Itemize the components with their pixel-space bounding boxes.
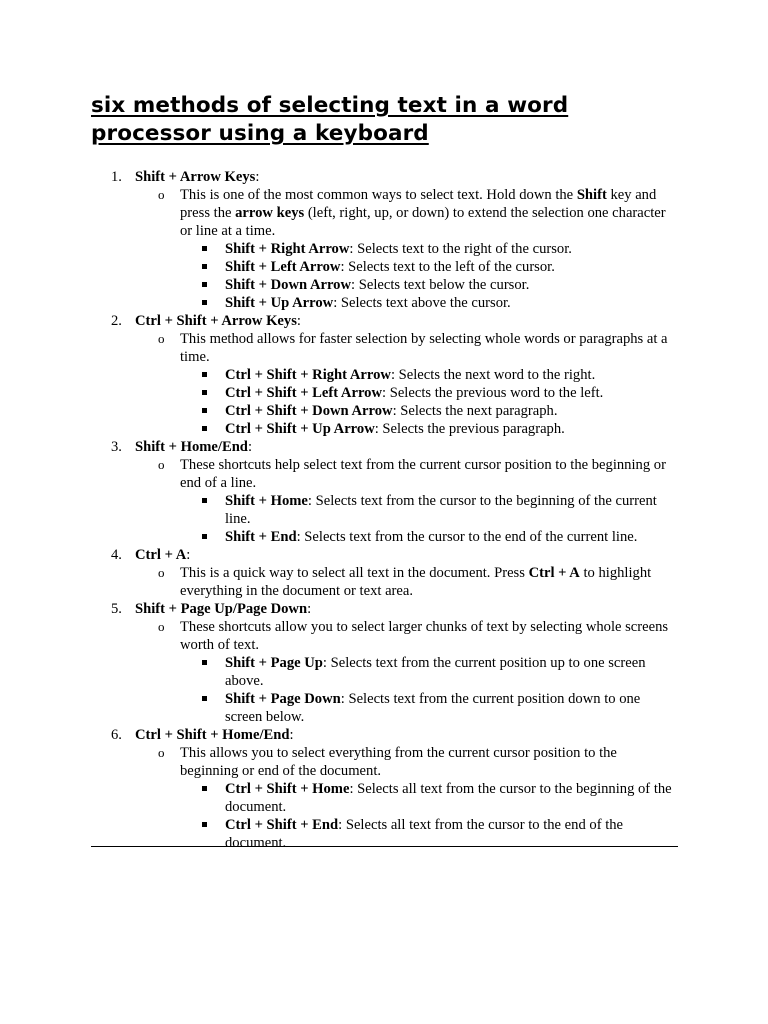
method-description-list — [135, 456, 678, 546]
circle-bullet-icon: o — [158, 745, 165, 760]
method-description: o This is one of the most common ways to select text. Hold down the Shift key and press the arrow keys (left, right, up, or down) to extend the selection one character or line at a time. Shift + Right Arrow: Selects text to the right of the cursor. Shift + Left Arrow: Selects text to the left of the cursor. Shift + Down Arrow: Selects text below the cursor. Shift + Up Arrow: Selects text above the cursor. — [135, 186, 678, 312]
method-heading: Ctrl + A: — [135, 547, 191, 563]
shortcut-item — [180, 528, 678, 546]
method-label: Ctrl + Shift + Home/End — [135, 727, 290, 743]
method-label: Shift + Arrow Keys — [135, 169, 256, 185]
shortcut-item — [180, 780, 678, 816]
square-bullet-icon — [202, 300, 207, 305]
shortcut-key: Shift + End — [225, 529, 297, 545]
shortcut-description: : Selects text from the cursor to the beginning of the current line. — [225, 493, 657, 527]
emphasis-key: Shift — [576, 187, 607, 203]
method-number: 3. — [111, 439, 122, 455]
method-item — [91, 168, 678, 312]
shortcut-key: Ctrl + Shift + Left Arrow — [225, 385, 383, 401]
square-bullet-icon — [202, 390, 207, 395]
method-description-list — [135, 744, 678, 852]
square-bullet-icon — [202, 696, 207, 701]
method-item — [91, 312, 678, 438]
circle-bullet-icon: o — [158, 187, 165, 202]
shortcut-key: Shift + Up Arrow — [225, 295, 334, 311]
shortcut-description: : Selects text from the current position up to one screen above. — [225, 655, 646, 689]
shortcut-key: Shift + Right Arrow — [225, 241, 350, 257]
shortcut-description: : Selects the next word to the right. — [390, 367, 596, 383]
shortcut-description: : Selects text below the cursor. — [351, 277, 530, 293]
shortcut-key: Shift + Page Down — [225, 691, 341, 707]
square-bullet-icon — [202, 498, 207, 503]
square-bullet-icon — [202, 660, 207, 665]
shortcut-key: Shift + Down Arrow — [225, 277, 352, 293]
method-heading: Ctrl + Shift + Arrow Keys: — [135, 313, 301, 329]
method-number: 4. — [111, 547, 122, 563]
method-label: Shift + Page Up/Page Down — [135, 601, 308, 617]
shortcut-item — [180, 384, 678, 402]
circle-bullet-icon: o — [158, 619, 165, 634]
shortcut-description: : Selects text to the right of the cursor. — [349, 241, 572, 257]
method-description-list — [135, 564, 678, 600]
shortcut-list — [180, 654, 678, 726]
shortcut-item — [180, 294, 678, 312]
shortcut-description: : Selects all text from the cursor to the beginning of the document. — [225, 781, 672, 815]
shortcut-key: Ctrl + Shift + End — [225, 817, 339, 833]
shortcut-key: Ctrl + Shift + Right Arrow — [225, 367, 391, 383]
shortcut-list — [180, 780, 678, 852]
shortcut-key: Shift + Page Up — [225, 655, 323, 671]
method-description: o This is a quick way to select all text in the document. Press Ctrl + A to highlight everything in the document or text area. — [158, 565, 652, 599]
method-heading: Ctrl + Shift + Home/End: — [135, 727, 294, 743]
method-description: o These shortcuts allow you to select larger chunks of text by selecting whole screens worth of text. Shift + Page Up: Selects text from the current position up to one screen above. Shift + Page Down: Selects text from the current position down to one screen below. — [135, 618, 678, 726]
method-label: Shift + Home/End — [135, 439, 248, 455]
shortcut-description: : Selects text from the cursor to the end of the current line. — [296, 529, 638, 545]
method-description-list — [135, 186, 678, 312]
shortcut-list — [180, 240, 678, 312]
method-item — [91, 600, 678, 726]
bottom-rule — [91, 846, 678, 847]
square-bullet-icon — [202, 822, 207, 827]
method-heading: Shift + Home/End: — [135, 439, 252, 455]
method-description: o This allows you to select everything from the current cursor position to the beginning or end of the document. Ctrl + Shift + Home: Selects all text from the cursor to the beginning of the document. Ctrl + Shift + End: Selects all text from the cursor to the end of the document. — [135, 744, 678, 852]
shortcut-key: Ctrl + Shift + Up Arrow — [225, 421, 375, 437]
method-label: Ctrl + A — [135, 547, 187, 563]
shortcut-description: : Selects the next paragraph. — [392, 403, 558, 419]
shortcut-item — [180, 258, 678, 276]
method-heading: Shift + Arrow Keys: — [135, 169, 260, 185]
shortcut-key: Shift + Left Arrow — [225, 259, 341, 275]
method-description-list — [135, 618, 678, 726]
circle-bullet-icon: o — [158, 457, 165, 472]
method-number: 2. — [111, 313, 122, 329]
square-bullet-icon — [202, 246, 207, 251]
shortcut-description: : Selects text above the cursor. — [333, 295, 511, 311]
shortcut-description: : Selects the previous paragraph. — [374, 421, 565, 437]
emphasis-key: arrow keys — [235, 205, 305, 221]
method-number: 6. — [111, 727, 122, 743]
method-label: Ctrl + Shift + Arrow Keys — [135, 313, 297, 329]
method-number: 5. — [111, 601, 122, 617]
shortcut-key: Shift + Home — [225, 493, 308, 509]
method-item — [91, 438, 678, 546]
shortcut-description: : Selects text to the left of the cursor. — [340, 259, 555, 275]
method-number: 1. — [111, 169, 122, 185]
method-item — [91, 726, 678, 852]
method-description: o This method allows for faster selection by selecting whole words or paragraphs at a time. Ctrl + Shift + Right Arrow: Selects the next word to the right. Ctrl + Shift + Left Arrow: Selects the previous word to the left. Ctrl + Shift + Down Arrow: Selects the next paragraph. Ctrl + Shift + Up Arrow: Selects the previous paragraph. — [135, 330, 678, 438]
circle-bullet-icon: o — [158, 331, 165, 346]
shortcut-item — [180, 276, 678, 294]
shortcut-item — [180, 420, 678, 438]
shortcut-key: Ctrl + Shift + Home — [225, 781, 350, 797]
method-description-list — [135, 330, 678, 438]
shortcut-description: : Selects the previous word to the left. — [382, 385, 604, 401]
square-bullet-icon — [202, 264, 207, 269]
method-heading: Shift + Page Up/Page Down: — [135, 601, 312, 617]
method-item — [91, 546, 678, 600]
page-title: six methods of selecting text in a word processor using a keyboard — [91, 93, 569, 146]
emphasis-key: Ctrl + A — [528, 565, 580, 581]
document-page — [91, 92, 678, 852]
methods-list — [91, 168, 678, 852]
square-bullet-icon — [202, 408, 207, 413]
shortcut-item — [180, 402, 678, 420]
square-bullet-icon — [202, 534, 207, 539]
shortcut-item — [180, 690, 678, 726]
shortcut-item — [180, 240, 678, 258]
shortcut-item — [180, 366, 678, 384]
square-bullet-icon — [202, 282, 207, 287]
shortcut-key: Ctrl + Shift + Down Arrow — [225, 403, 393, 419]
shortcut-description: : Selects text from the current position down to one screen below. — [225, 691, 641, 725]
shortcut-list — [180, 366, 678, 438]
shortcut-item — [180, 492, 678, 528]
square-bullet-icon — [202, 426, 207, 431]
method-description: o These shortcuts help select text from the current cursor position to the beginning or end of a line. Shift + Home: Selects text from the cursor to the beginning of the current line. Shift + End: Selects text from the cursor to the end of the current line. — [135, 456, 678, 546]
shortcut-item — [180, 654, 678, 690]
square-bullet-icon — [202, 372, 207, 377]
shortcut-description: : Selects all text from the cursor to the end of the document. — [225, 817, 624, 851]
square-bullet-icon — [202, 786, 207, 791]
shortcut-list — [180, 492, 678, 546]
circle-bullet-icon: o — [158, 565, 165, 580]
